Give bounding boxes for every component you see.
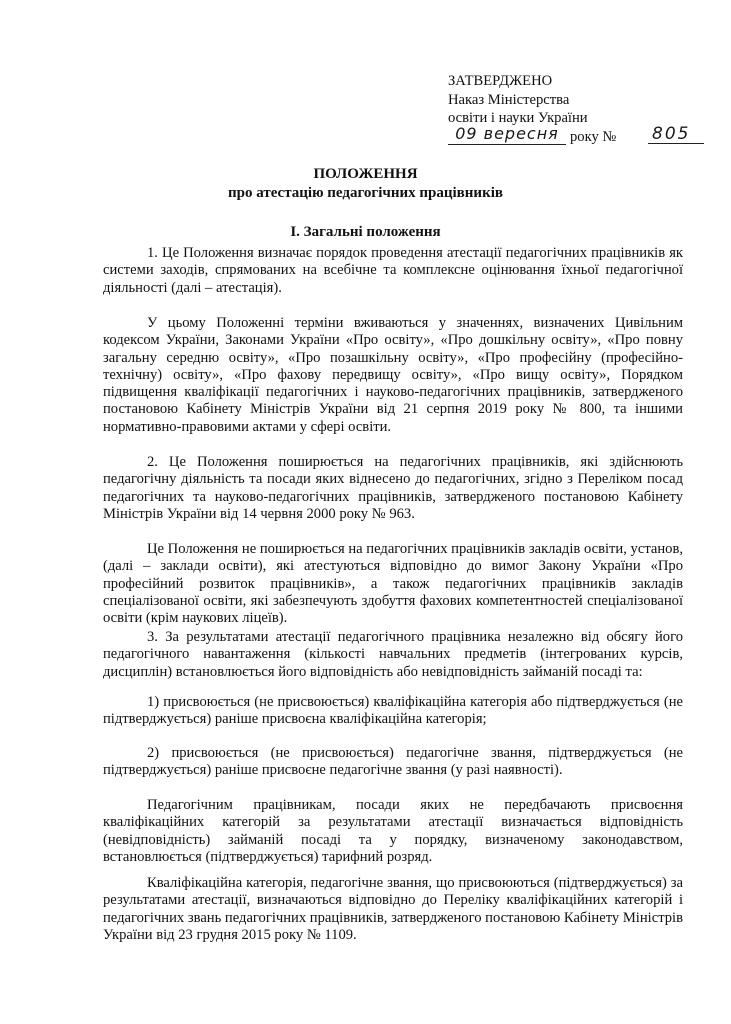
paragraph: Кваліфікаційна категорія, педагогічне звання, що присвоюються (підтверджується) за результатами атестації, визначаються відповідно до Переліку кваліфікаційних категорій і педагогічних звань педагогічних працівників, затвердженого постановою Кабінету Міністрів України від 23 грудня 2015 року № 1109. <box>103 875 683 943</box>
paragraph: Це Положення не поширюється на педагогічних працівників закладів освіти, установ, (далі – заклади освіти), які атестуються відповідно до вимог Закону України «Про професійний розвиток працівників», а також педагогічних працівників закладів спеціалізованої освіти, які забезпечують здобуття фахових компетентностей спеціалізованої освіти (крім наукових ліцеїв). <box>103 541 683 627</box>
paragraph: 2) присвоюється (не присвоюється) педагогічне звання, підтверджується (не підтверджується) раніше присвоєне педагогічне звання (у разі наявності). <box>103 745 683 779</box>
approval-ministry-line: освіти і науки України <box>448 110 588 126</box>
paragraph: 1. Це Положення визначає порядок проведення атестації педагогічних працівників як системи заходів, спрямованих на всебічне та комплексне оцінювання їхньої педагогічної діяльності (далі – атестація). <box>103 245 683 296</box>
paragraph: Педагогічним працівникам, посади яких не передбачають присвоєння кваліфікаційних категорій за результатами атестації визначається відповідність (невідповідність) займаній посаді та у порядку, визначеному законодавством, встановлюється (підтверджується) тарифний розряд. <box>103 797 683 865</box>
handwritten-order-number: 805 <box>648 125 704 144</box>
document-subtitle: про атестацію педагогічних працівників <box>228 185 503 201</box>
approval-stamp-block <box>448 72 698 148</box>
approval-heading: ЗАТВЕРДЖЕНО <box>448 73 553 89</box>
paragraph: 3. За результатами атестації педагогічного працівника незалежно від обсягу його педагогічного навантаження (кількості навчальних предметів (інтегрованих курсів, дисциплін) встановлюється його відповідність або невідповідність займаній посаді та: <box>103 629 683 680</box>
year-number-label: року № <box>570 128 617 145</box>
handwritten-date: 09 вересня <box>448 125 566 145</box>
approval-date-number-line <box>448 123 698 148</box>
paragraph: 1) присвоюється (не присвоюється) кваліфікаційна категорія або підтверджується (не підтверджується) раніше присвоєна кваліфікаційна категорія; <box>103 694 683 728</box>
section-heading: І. Загальні положення <box>290 224 441 240</box>
document-title: ПОЛОЖЕННЯ <box>313 166 418 182</box>
paragraph: У цьому Положенні терміни вживаються у значеннях, визначених Цивільним кодексом України, Законами України «Про освіту», «Про дошкільну освіту», «Про повну загальну середню освіту», «Про позашкільну освіту», «Про професійну (професійно-технічну) освіту», «Про фахову передвищу освіту», «Про вищу освіту», Порядком підвищення кваліфікації педагогічних і науково-педагогічних працівників, затвердженого постановою Кабінету Міністрів України від 21 серпня 2019 року № 800, та іншими нормативно-правовими актами у сфері освіти. <box>103 315 683 435</box>
approval-order-line: Наказ Міністерства <box>448 91 570 108</box>
paragraph: 2. Це Положення поширюється на педагогічних працівників, які здійснюють педагогічну діяльність та посади яких віднесено до педагогічних, згідно з Переліком посад педагогічних та науково-педагогічних працівників, затвердженого постановою Кабінету Міністрів України від 14 червня 2000 року № 963. <box>103 454 683 522</box>
